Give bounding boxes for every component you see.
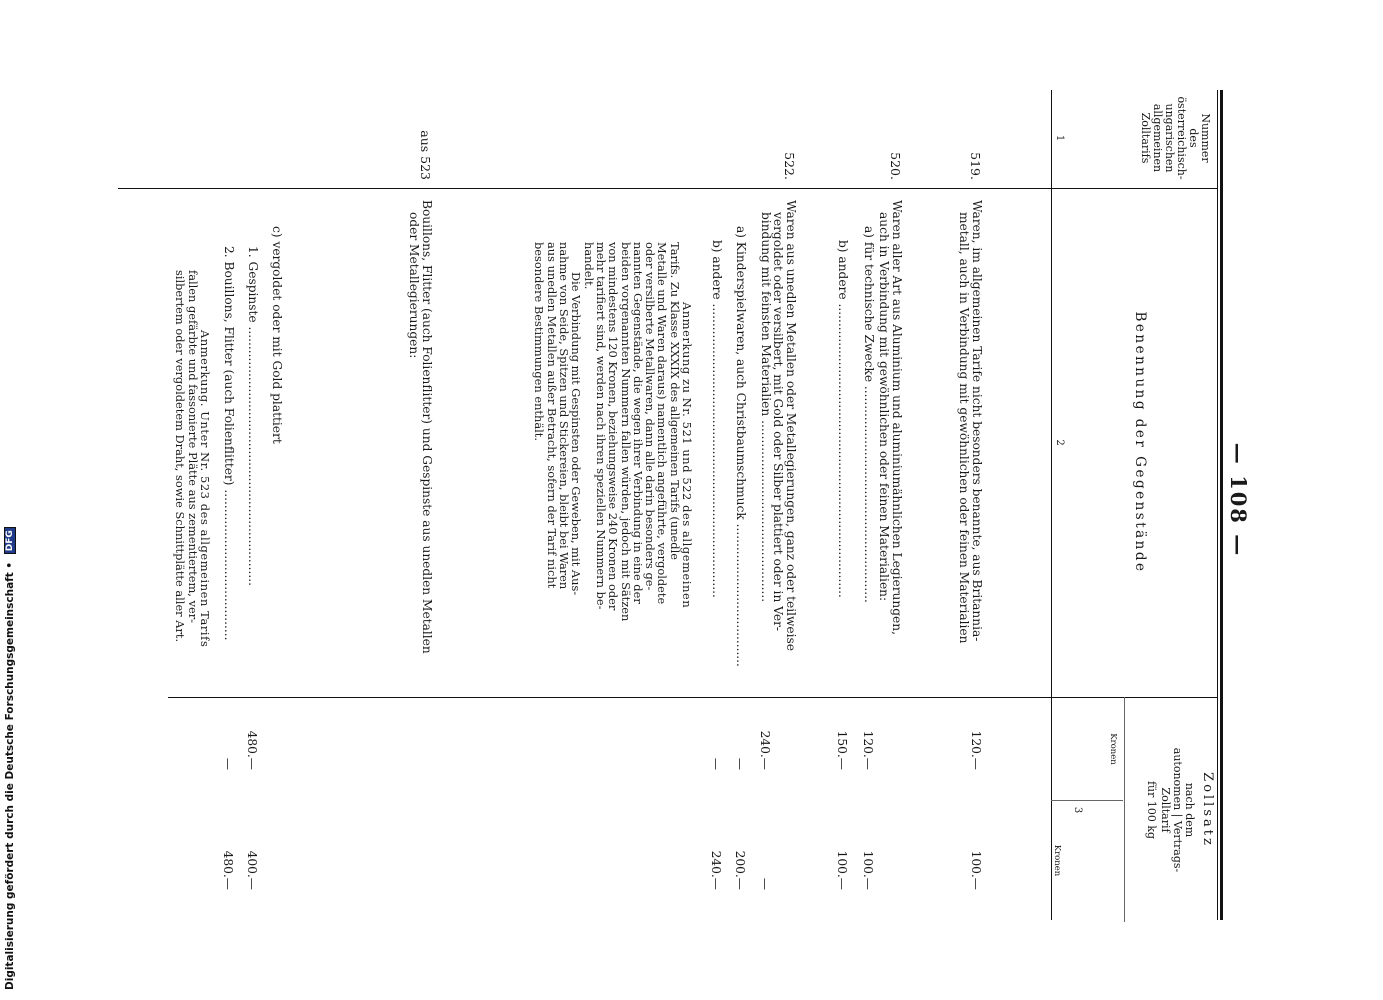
- note-523: Anmerkung. Unter Nr. 523 des allgemeinen Tarifs fallen gefärbte und fassonierte Plätte aus zementiertem, ver- silbertem oder vergoldetem Draht, sowie Schnittplätte aller Art.: [173, 270, 212, 648]
- value-auto-522b: —: [709, 757, 723, 770]
- row-desc-520: Waren aller Art aus Aluminium und aluminiumähnlichen Legierungen, auch in Verbindung mit gewöhnlichen oder feinen Materialien:: [877, 200, 904, 635]
- row-desc-522: Waren aus unedlen Metallen oder Metallegierungen, ganz oder teilweise vergoldet oder versilbert, mit Gold oder Silber plattiert oder in Ver- bindung mit feinsten Materialien ...............................................: [758, 200, 798, 652]
- dfg-logo-icon: DFG: [4, 527, 16, 554]
- value-vertrag-522b: 240.—: [709, 850, 723, 890]
- row-desc-522a: a) Kinderspielwaren, auch Christbaumschmuck .....................................: [734, 226, 748, 667]
- col-divider-2: [168, 697, 1218, 698]
- digitization-credit: [4, 527, 16, 990]
- col3-subrule: [1124, 697, 1125, 922]
- row-desc-523c: c) vergoldet oder mit Gold plattiert: [270, 226, 284, 444]
- row-desc-523c1: 1. Gespinste ...................................................................: [246, 246, 260, 587]
- value-vertrag-523c1: 400.—: [245, 850, 259, 890]
- credit-text: Digitalisierung gefördert durch die Deutsche Forschungsgemeinschaft •: [4, 561, 16, 990]
- value-vertrag-522a: 200.—: [733, 850, 747, 890]
- value-vertrag-522: —: [758, 877, 772, 890]
- row-number-522: 522.: [782, 152, 797, 180]
- currency-vertrag: Kronen: [1052, 844, 1062, 877]
- row-number-519: 519.: [968, 152, 983, 180]
- row-desc-520a: a) für technische Zwecke ........................................................: [862, 226, 876, 603]
- row-desc-519: Waren, im allgemeinen Tarife nicht besonders benannte, aus Britannia- metall, auch in Verbindung mit gewöhnlichen oder feinen Materialien: [957, 200, 984, 644]
- value-auto-523c2: —: [221, 757, 235, 770]
- header-col2: Benennung der Gegenstände: [1132, 311, 1148, 574]
- row-desc-522b: b) andere ............................................................................: [710, 240, 724, 598]
- value-vertrag-520b: 100.—: [835, 850, 849, 890]
- row-desc-523c2: 2. Bouillons, Flitter (auch Folienflitter) .......................................: [222, 246, 236, 641]
- value-auto-522a: —: [733, 757, 747, 770]
- row-desc-520b: b) andere ............................................................................: [836, 240, 850, 598]
- value-vertrag-523c2: 480.—: [221, 850, 235, 890]
- colnum-3: 3: [1072, 806, 1083, 814]
- value-auto-519: 120.—: [969, 730, 983, 770]
- value-auto-523c1: 480.—: [245, 730, 259, 770]
- value-auto-520b: 150.—: [835, 730, 849, 770]
- header-bottom-rule: [1051, 90, 1052, 920]
- value-auto-520a: 120.—: [861, 730, 875, 770]
- value-auto-522: 240.—: [758, 730, 772, 770]
- row-number-520: 520.: [888, 152, 903, 180]
- row-desc-523: Bouillons, Flitter (auch Folienflitter) und Gespinste aus unedlen Metallen oder Metallegierungen:: [407, 200, 434, 654]
- col-divider-1: [118, 188, 1218, 189]
- row-number-523: aus 523: [418, 130, 433, 180]
- table-top-rule: [1220, 90, 1223, 920]
- header-col3-sub: nach dem autonomen | Vertrags- Zolltarif für 100 kg: [1145, 747, 1196, 873]
- colnum-1: 1: [1054, 134, 1065, 142]
- note-521-522: Anmerkung zu Nr. 521 und 522 des allgemeinen Tarifs. Zu Klasse XXXIX des allgemeinen Tarifs (unedle Metalle und Waren daraus) namentlich angeführte, vergoldete oder versilberte Metallwaren, dann alle darin besonders ge- nannten Gegenstände, die wegen ihrer Verbindung in eine der beiden vorgenannten Nummern fallen würden, jedoch mit Sätzen von mindestens 120 Kronen, beziehungsweise 240 Kronen oder mehr tarifiert sind, werden nach ihren speziellen Nummern be- handelt. Die Verbindung mit Gespinsten oder Geweben, mit Aus- nahme von Seide, Spitzen und Stickereien, bleibt bei Waren aus unedlen Metallen außer Betracht, sofern der Tarif nicht besondere Bestimmungen enthält.: [532, 242, 694, 622]
- page-number: — 108 —: [1226, 442, 1251, 558]
- value-vertrag-520a: 100.—: [861, 850, 875, 890]
- table-top-rule-thin: [1217, 90, 1218, 920]
- value-vertrag-519: 100.—: [969, 850, 983, 890]
- colnum-2: 2: [1054, 439, 1065, 446]
- header-col3-title: Zollsatz: [1200, 772, 1215, 848]
- col3-split: [1051, 800, 1123, 801]
- header-col1: Nummer des österreichisch- ungarischen allgemeinen Zolltarifs: [1139, 96, 1212, 180]
- currency-autonom: Kronen: [1108, 733, 1118, 765]
